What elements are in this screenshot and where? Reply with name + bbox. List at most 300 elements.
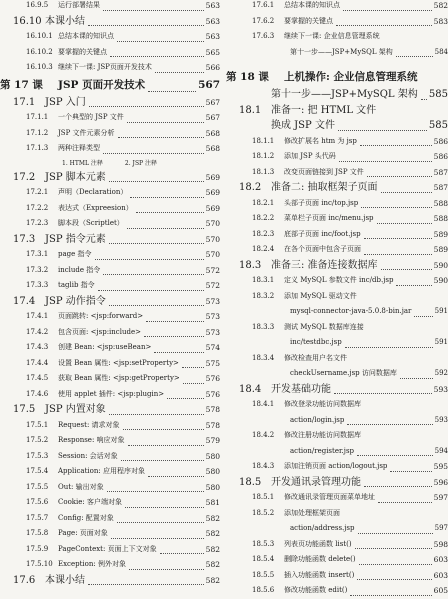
toc-number: 17.4.3 [26, 343, 49, 351]
toc-subsection-row [0, 480, 220, 496]
toc-subsection-row [226, 428, 448, 444]
toc-title: 要掌握的关键点 [58, 47, 107, 56]
toc-title: 本课小结 [45, 574, 85, 586]
toc-spacer [226, 60, 448, 68]
toc-subsection-row [0, 557, 220, 573]
toc-number: 17.2.1 [26, 188, 49, 196]
toc-subsection-row [226, 583, 448, 599]
toc-dot-leader [350, 595, 431, 596]
toc-dot-leader [117, 41, 204, 42]
toc-number: 17.5.1 [26, 420, 49, 429]
toc-page-number: 581 [205, 498, 220, 507]
toc-dot-leader [381, 192, 432, 193]
toc-page-number: 576 [205, 374, 220, 383]
toc-title: inc/testdbc.jsp [290, 338, 342, 346]
toc-title: 获取 Bean 属性: <jsp:getProperty> [58, 374, 180, 382]
toc-number: 18.5.5 [252, 570, 275, 579]
toc-dot-leader [160, 553, 204, 554]
toc-subsection-row [0, 309, 220, 325]
toc-subsection-row [0, 526, 220, 542]
toc-subsection-row [0, 464, 220, 480]
toc-section-row [0, 95, 220, 111]
toc-title: 设置 Bean 属性: <jsp:setProperty> [58, 358, 179, 367]
toc-subsection-row [0, 110, 220, 126]
toc-page-number: 570 [205, 219, 220, 228]
toc-subsection-row [226, 134, 448, 150]
toc-title: 继续下一课: JSP页面开发技术 [58, 63, 152, 71]
toc-title: 两种注释类型 [58, 144, 100, 152]
toc-page-number: 595 [433, 462, 448, 471]
toc-page-number: 573 [205, 296, 220, 306]
toc-page-number: 578 [205, 420, 220, 430]
toc-subsection-row [0, 340, 220, 356]
toc-subsection-row [0, 141, 220, 157]
toc-page-number: 567 [205, 113, 220, 122]
toc-title: 修改功能函数 edit() [284, 586, 348, 594]
toc-number: 17.5.7 [26, 513, 49, 522]
toc-title: 脚本段（Scriptlet） [58, 219, 124, 227]
toc-number: 17.4.4 [26, 358, 49, 367]
toc-note-item: 2. JSP 注释 [124, 159, 157, 167]
toc-dot-leader [130, 197, 203, 198]
toc-subsection-row [0, 418, 220, 434]
toc-section-row [0, 14, 220, 30]
toc-dot-leader [103, 10, 204, 11]
toc-dot-leader [377, 223, 432, 224]
toc-page-number: 575 [205, 358, 220, 368]
toc-dot-leader [364, 486, 432, 487]
toc-dot-leader [336, 25, 432, 26]
toc-dot-leader [109, 181, 204, 182]
toc-dot-leader [148, 476, 204, 477]
toc-title: 定义 MySQL 参数文件 inc/db.jsp [284, 276, 394, 284]
toc-page-number: 582 [205, 513, 220, 523]
toc-page-number: 587 [433, 167, 448, 177]
toc-dot-leader [338, 130, 427, 131]
toc-dot-leader [355, 548, 432, 549]
toc-title: action/register.jsp [290, 446, 355, 455]
toc-title: 插入功能函数 insert() [284, 570, 355, 579]
toc-page-number: 578 [205, 405, 220, 414]
toc-page-number: 568 [205, 144, 220, 153]
toc-dot-leader [136, 212, 204, 213]
toc-number: 18.2.2 [252, 214, 275, 222]
toc-title: 修改检查用户名文件 [284, 353, 347, 362]
toc-number: 18.3.3 [252, 322, 275, 331]
toc-page-number: 597 [433, 493, 448, 502]
toc-dot-leader [359, 564, 432, 565]
toc-dot-leader [357, 579, 431, 580]
toc-subsection-row [226, 459, 448, 475]
toc-dot-leader [367, 176, 432, 177]
toc-page-number: 583 [433, 16, 448, 26]
toc-title: checkUsername.jsp 访问数据库 [290, 369, 397, 377]
toc-title: PageContext: 页面上下文对象 [58, 544, 157, 553]
toc-page-number: 569 [205, 188, 220, 197]
toc-page-number: 582 [205, 575, 220, 585]
toc-section-row [0, 232, 220, 248]
toc-subsection-row [226, 0, 448, 14]
toc-number: 18.2 [239, 182, 262, 193]
toc-title: 准备三: 准备连接数据库 [271, 259, 378, 271]
toc-number: 17.2.2 [26, 203, 49, 212]
toc-subsection-row [226, 397, 448, 413]
toc-dot-leader [154, 352, 203, 353]
toc-number: 18.1.2 [252, 152, 275, 160]
toc-title: 删除功能函数 delete() [284, 555, 356, 563]
toc-chapter-row [0, 76, 220, 95]
toc-title: 修改注册功能访问数据库 [284, 431, 361, 439]
toc-number: 17.4.5 [26, 374, 49, 382]
toc-section-row [0, 573, 220, 589]
toc-subsection-row [0, 371, 220, 387]
toc-title: 准备一: 把 HTML 文件 [271, 104, 377, 116]
toc-page-number: 582 [205, 529, 220, 538]
toc-dot-leader [111, 538, 204, 539]
toc-dot-leader [381, 269, 432, 270]
toc-title: Cookie: 客户端对象 [58, 498, 122, 506]
toc-subsection-row [0, 356, 220, 372]
toc-title: 继续下一课: 企业信息管理系统 [284, 32, 380, 40]
toc-page-number: 567 [205, 97, 220, 107]
toc-title: 测试 MySQL 数据库连接 [284, 322, 364, 331]
toc-number: 18.5.1 [252, 493, 275, 501]
toc-dot-leader [343, 10, 432, 11]
toc-number: 18.3.4 [252, 353, 275, 362]
toc-page-number: 596 [433, 477, 448, 487]
toc-number: 17.6.3 [252, 32, 275, 40]
toc-page-number: 568 [205, 128, 220, 138]
toc-title: 页面跳转: <jsp:forward> [58, 312, 144, 320]
toc-title: taglib 指令 [58, 281, 95, 289]
toc-dot-leader [347, 424, 432, 425]
toc-title: 要掌握的关键点 [284, 16, 333, 25]
toc-subsection-row [226, 490, 448, 506]
toc-continuation-row [226, 118, 448, 134]
toc-subsection-row [0, 185, 220, 201]
toc-subsection-row [226, 242, 448, 258]
toc-number: 18.2.3 [252, 229, 275, 238]
toc-page-number: 591 [434, 307, 448, 315]
toc-title: 使用 applet 插件: <jsp:plugin> [58, 389, 165, 398]
toc-number: 18.3.2 [252, 291, 275, 300]
toc-page-number: 573 [205, 327, 220, 337]
toc-number: 17.2 [13, 171, 36, 183]
toc-page-number: 603 [433, 555, 448, 564]
toc-title: 创建 Bean: <jsp:useBean> [58, 343, 152, 351]
toc-page-number: 573 [205, 312, 220, 321]
toc-title: 列表页功能函数 list() [284, 539, 352, 548]
toc-title: 头部子页面 inc/top.jsp [284, 198, 359, 207]
toc-number: 17.5 [13, 404, 36, 415]
toc-number: 17.2.3 [26, 219, 49, 227]
toc-dot-leader [107, 491, 204, 492]
toc-title: 表达式（Expreesion） [58, 203, 133, 212]
toc-subsection-row [226, 211, 448, 227]
toc-number: 16.9.5 [26, 1, 49, 9]
toc-number: 17.1.2 [26, 128, 49, 137]
toc-number: 16.10 [13, 15, 42, 27]
toc-page-number: 605 [433, 586, 448, 595]
toc-page-number: 570 [205, 234, 220, 244]
toc-chapter-row [226, 68, 448, 87]
toc-number: 17.5.4 [26, 467, 49, 475]
toc-title: Page: 页面对象 [58, 529, 108, 537]
toc-title: 菜单栏子页面 inc/menu.jsp [284, 214, 374, 222]
toc-dot-leader [396, 285, 431, 286]
toc-dot-leader [364, 254, 432, 255]
toc-title: JSP 文件元素分析 [58, 128, 115, 137]
toc-dot-leader [103, 274, 203, 275]
toc-continuation-row [226, 87, 448, 103]
toc-page-number: 565 [205, 47, 220, 57]
toc-title: 准备二: 抽取框架子页面 [271, 182, 378, 193]
toc-dot-leader [144, 336, 204, 337]
toc-number: 18.4 [239, 383, 262, 395]
toc-subsection-row [0, 60, 220, 76]
toc-continuation-row [226, 413, 448, 429]
toc-number: 17.5.3 [26, 451, 49, 460]
toc-subsection-row [0, 511, 220, 527]
toc-subsection-row [226, 506, 448, 522]
toc-subsection-row [0, 325, 220, 341]
toc-continuation-row [226, 366, 448, 382]
toc-page-number: 597 [434, 524, 448, 532]
toc-number: 17.3 [13, 233, 36, 245]
toc-subsection-row [226, 351, 448, 367]
toc-subsection-row [0, 387, 220, 403]
toc-number: 18.3 [239, 259, 262, 271]
toc-dot-leader [421, 99, 427, 100]
toc-subsection-row [226, 537, 448, 553]
toc-subsection-row [226, 149, 448, 165]
toc-subsection-row [226, 320, 448, 336]
toc-page-number: 594 [434, 446, 448, 455]
toc-title: JSP 指令元素 [45, 233, 106, 245]
toc-number: 第 17 课 [0, 78, 43, 91]
toc-title: 改变页面链接到 JSP 文件 [284, 167, 364, 176]
toc-number: 17.5.9 [26, 544, 49, 553]
toc-page-number: 603 [433, 570, 448, 580]
toc-continuation-row [226, 45, 448, 61]
toc-title: 总结本课的知识点 [58, 32, 114, 40]
toc-page-number: 569 [205, 203, 220, 213]
toc-page-number: 566 [205, 63, 220, 72]
toc-page-number: 591 [434, 338, 448, 346]
toc-title: action/login.jsp [290, 415, 345, 424]
toc-subsection-row [226, 165, 448, 181]
toc-title: JSP 脚本元素 [45, 171, 106, 183]
toc-title: 开发基础功能 [271, 383, 331, 395]
toc-number: 16.10.2 [26, 47, 53, 56]
toc-page-number: 567 [198, 78, 220, 91]
toc-dot-leader [109, 414, 204, 415]
toc-dot-leader [345, 347, 433, 348]
toc-title: 一个典型的 JSP 文件 [58, 113, 124, 121]
toc-dot-leader [121, 460, 204, 461]
toc-subsection-row [226, 196, 448, 212]
toc-page-number: 563 [205, 1, 220, 10]
toc-dot-leader [88, 584, 204, 585]
toc-number: 17.6 [13, 574, 36, 586]
toc-title: 添加 JSP 头代码 [284, 152, 336, 160]
toc-subsection-row [226, 29, 448, 45]
toc-number: 18.5.6 [252, 586, 275, 594]
toc-number: 17.1.3 [26, 144, 49, 152]
toc-title: Config: 配置对象 [58, 513, 114, 522]
toc-note-item: 1. HTML 注释 [62, 159, 103, 167]
toc-section-row [0, 294, 220, 310]
toc-subsection-row [226, 568, 448, 584]
toc-dot-leader [183, 383, 204, 384]
toc-title: JSP 入门 [45, 96, 86, 108]
toc-section-row [0, 402, 220, 418]
toc-dot-leader [88, 25, 204, 26]
toc-dot-leader [378, 502, 432, 503]
toc-page-number: 572 [205, 265, 220, 275]
toc-title: Response: 响应对象 [58, 436, 125, 444]
toc-number: 17.5.5 [26, 482, 49, 491]
toc-dot-leader [98, 290, 204, 291]
toc-number: 17.5.2 [26, 436, 49, 444]
toc-title: Application: 应用程序对象 [58, 467, 145, 475]
toc-dot-leader [127, 122, 204, 123]
toc-number: 16.10.1 [26, 32, 53, 40]
toc-dot-leader [357, 455, 433, 456]
toc-title: 声明（Declaration） [58, 188, 128, 196]
toc-title: 添加 MySQL 驱动文件 [284, 291, 357, 300]
toc-dot-leader [123, 429, 204, 430]
toc-number: 18.4.1 [252, 400, 275, 408]
toc-subsection-row [0, 449, 220, 465]
toc-dot-leader [361, 207, 431, 208]
toc-section-row [0, 170, 220, 186]
toc-title: Out: 输出对象 [58, 482, 104, 491]
toc-dot-leader [118, 137, 204, 138]
toc-title: mysql-connector-java-5.0.8-bin.jar [290, 307, 412, 315]
toc-page-number: 580 [205, 467, 220, 476]
toc-dot-leader [103, 153, 204, 154]
toc-dot-leader [89, 106, 204, 107]
toc-column-right [226, 0, 448, 599]
toc-page-number: 589 [433, 229, 448, 239]
toc-continuation-row [226, 335, 448, 351]
toc-section-row [226, 180, 448, 196]
toc-page-number: 570 [205, 250, 220, 259]
toc-subsection-row [0, 0, 220, 14]
toc-subsection-row [0, 495, 220, 511]
toc-page-number: 592 [434, 369, 448, 377]
toc-page-number: 588 [433, 214, 448, 223]
toc-section-row [226, 382, 448, 398]
toc-subsection-row [0, 278, 220, 294]
toc-number: 17.4.1 [26, 312, 49, 320]
toc-page-number: 593 [433, 384, 448, 394]
toc-page-number: 584 [434, 47, 448, 56]
toc-number: 17.5.6 [26, 498, 49, 506]
toc-title: 第十一步——JSP+MySQL 架构 [290, 47, 393, 56]
toc-dot-leader [182, 367, 204, 368]
toc-title: 第十一步——JSP+MySQL 架构 [271, 89, 418, 100]
toc-subsection-row [0, 45, 220, 61]
toc-page-number: 586 [433, 152, 448, 161]
toc-title: action/address.jsp [290, 524, 355, 532]
toc-page-number: 598 [433, 539, 448, 549]
toc-dot-leader [396, 56, 433, 57]
toc-title: JSP 内置对象 [45, 404, 106, 415]
toc-number: 18.4.3 [252, 462, 275, 470]
toc-page-number: 586 [433, 136, 448, 146]
toc-page-number: 580 [205, 451, 220, 461]
toc-number: 18.5 [239, 476, 262, 488]
toc-number: 18.4.2 [252, 431, 275, 439]
toc-subsection-row [226, 273, 448, 289]
toc-title: 本课小结 [45, 15, 85, 27]
toc-page-number: 574 [205, 343, 220, 352]
toc-title: page 指令 [58, 250, 92, 258]
toc-dot-leader [127, 228, 204, 229]
toc-dot-leader [125, 507, 204, 508]
toc-title: 修改扩展名 htm 为 jsp [284, 136, 357, 145]
toc-number: 18.5.3 [252, 539, 275, 548]
toc-number: 18.5.4 [252, 555, 275, 563]
toc-title: Request: 请求对象 [58, 420, 120, 429]
toc-dot-leader [117, 522, 204, 523]
toc-subsection-row [0, 201, 220, 217]
toc-page-number: 579 [205, 436, 220, 445]
toc-title: Session: 会话对象 [58, 451, 118, 460]
toc-page-number: 563 [205, 16, 220, 26]
toc-number: 17.3.2 [26, 265, 49, 274]
toc-page-number: 580 [205, 482, 220, 492]
toc-number: 18.2.4 [252, 245, 275, 253]
toc-column-left [0, 0, 220, 588]
toc-note-row [0, 157, 220, 170]
toc-dot-leader [148, 91, 196, 92]
toc-number: 17.4 [13, 295, 36, 307]
toc-dot-leader [129, 569, 204, 570]
toc-page-number: 576 [205, 389, 220, 399]
toc-title: 上机操作: 企业信息管理系统 [284, 71, 418, 83]
toc-dot-leader [128, 445, 204, 446]
toc-title: 修改登录功能访问数据库 [284, 400, 361, 408]
toc-number: 17.4.6 [26, 389, 49, 398]
toc-title: 添加注销页面 action/logout.jsp [284, 462, 388, 470]
toc-section-row [226, 475, 448, 491]
toc-subsection-row [226, 552, 448, 568]
toc-number: 第 18 课 [226, 71, 269, 83]
toc-dot-leader [146, 321, 204, 322]
toc-number: 18.1.1 [252, 136, 275, 145]
toc-number: 17.1 [13, 96, 36, 108]
toc-page-number: 589 [433, 245, 448, 254]
toc-title: 运行部署结果 [58, 1, 100, 9]
toc-number: 17.5.10 [26, 560, 53, 568]
toc-subsection-row [0, 216, 220, 232]
toc-dot-leader [109, 243, 204, 244]
toc-subsection-row [226, 289, 448, 305]
toc-subsection-row [0, 126, 220, 142]
toc-dot-leader [334, 393, 432, 394]
toc-number: 16.10.3 [26, 63, 53, 71]
toc-number: 18.1.3 [252, 167, 275, 176]
toc-page-number: 582 [433, 1, 448, 10]
toc-dot-leader [95, 259, 204, 260]
toc-page-number: 585 [428, 89, 448, 100]
toc-subsection-row [0, 542, 220, 558]
toc-number: 18.2.1 [252, 198, 275, 207]
toc-continuation-row [226, 304, 448, 320]
